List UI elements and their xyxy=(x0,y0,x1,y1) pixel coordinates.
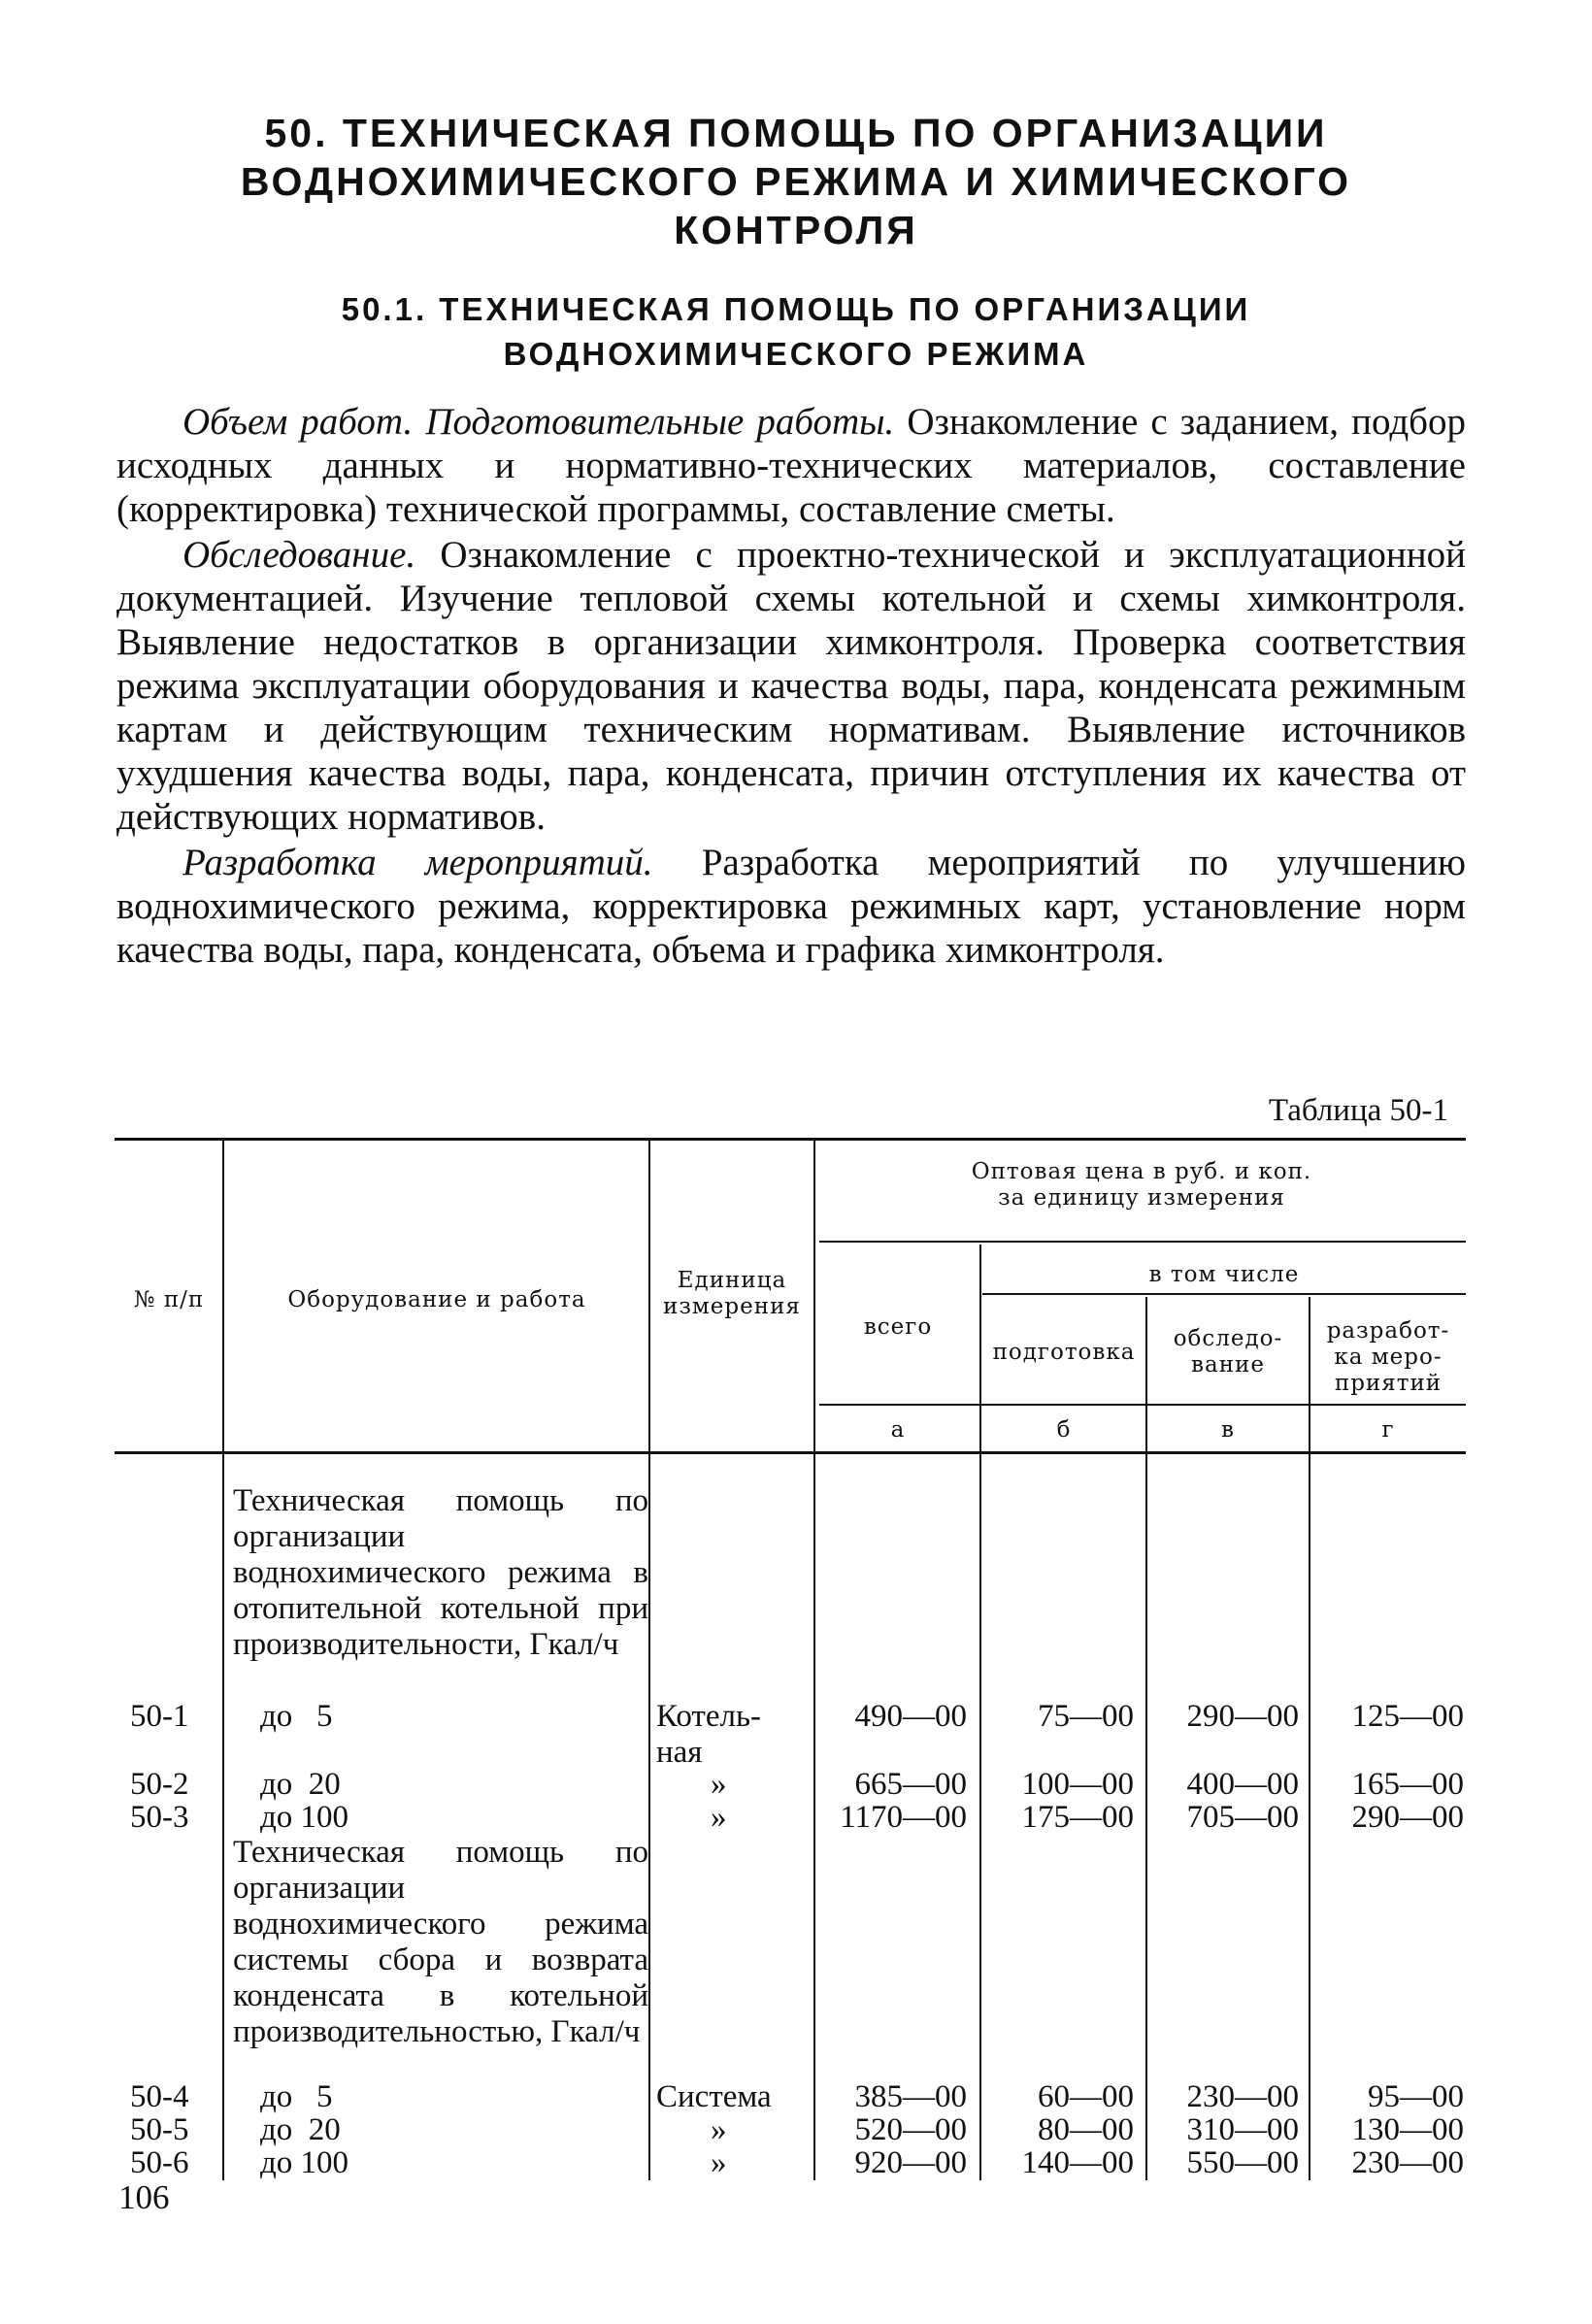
subsection-heading-line: 50.1. ТЕХНИЧЕСКАЯ ПОМОЩЬ ПО ОРГАНИЗАЦИИ xyxy=(341,291,1251,327)
header-total: всего xyxy=(863,1314,933,1340)
row-development: 125—00 xyxy=(1351,1699,1464,1734)
section-heading-line: 50. ТЕХНИЧЕСКАЯ ПОМОЩЬ ПО ОРГАНИЗАЦИИ xyxy=(264,111,1328,155)
table-caption: Таблица 50-1 xyxy=(1268,1093,1448,1128)
row-prep: 175—00 xyxy=(1021,1800,1134,1835)
row-prep: 80—00 xyxy=(1038,2112,1134,2147)
row-development: 95—00 xyxy=(1368,2079,1464,2114)
section-heading-line: КОНТРОЛЯ xyxy=(674,208,918,252)
row-unit xyxy=(656,1699,761,1771)
row-prep: 60—00 xyxy=(1038,2079,1134,2114)
row-survey: 230—00 xyxy=(1186,2079,1299,2114)
row-survey: 310—00 xyxy=(1186,2112,1299,2147)
row-unit: » xyxy=(711,1800,727,1835)
column-divider xyxy=(979,1245,981,2180)
row-survey: 290—00 xyxy=(1186,1699,1299,1734)
header-bottom-rule xyxy=(115,1451,1466,1454)
row-unit: » xyxy=(711,2145,727,2180)
header-unit-line: Единица xyxy=(677,1268,787,1293)
header-survey-line: вание xyxy=(1191,1352,1265,1378)
group-description: Техническая помощь по организации воднохимического режима системы сбора и возврата конденсата в котельной производительностью, Гкал/ч xyxy=(233,1835,648,2049)
row-unit: Система xyxy=(656,2079,772,2114)
header-development-line: разработ- xyxy=(1326,1318,1450,1344)
header-price xyxy=(817,1159,1466,1212)
subsection-heading-line: ВОДНОХИМИЧЕСКОГО РЕЖИМА xyxy=(503,336,1089,372)
row-capacity: до 20 xyxy=(260,1767,341,1802)
section-heading xyxy=(116,109,1476,254)
paragraph-measures xyxy=(116,841,1466,972)
paragraph-text: Разработка мероприятий по улучшению воднохимического режима, корректировка режимных карт, установление норм качества воды, пара, конденсата, объема и графика химконтроля. xyxy=(116,842,1466,971)
header-development-line: приятий xyxy=(1334,1371,1443,1396)
row-capacity: до 5 xyxy=(260,1699,333,1734)
row-prep: 100—00 xyxy=(1021,1767,1134,1802)
row-number: 50-1 xyxy=(130,1699,189,1734)
header-development-line: ка меро- xyxy=(1334,1345,1443,1370)
group-description: Техническая помощь по организации воднохимического режима в отопительной котельной при производительности, Гкал/ч xyxy=(233,1483,648,1662)
row-total: 490—00 xyxy=(854,1699,967,1734)
row-total: 520—00 xyxy=(854,2112,967,2147)
subheader-rule xyxy=(819,1404,1466,1406)
paragraph-lead: Разработка мероприятий. xyxy=(182,842,653,883)
row-development: 130—00 xyxy=(1351,2112,1464,2147)
header-num: № п/п xyxy=(133,1287,205,1312)
header-col-g: г xyxy=(1381,1417,1395,1443)
row-capacity: до 100 xyxy=(260,2145,349,2180)
header-col-v: в xyxy=(1221,1417,1235,1443)
row-number: 50-6 xyxy=(130,2145,189,2180)
row-unit-line: Котель- xyxy=(656,1699,762,1734)
section-heading-line: ВОДНОХИМИЧЕСКОГО РЕЖИМА И ХИМИЧЕСКОГО xyxy=(240,159,1352,204)
row-number: 50-2 xyxy=(130,1767,189,1802)
header-prep: подготовка xyxy=(992,1340,1136,1365)
row-total: 665—00 xyxy=(854,1767,967,1802)
paragraph-scope xyxy=(116,400,1466,531)
row-development: 290—00 xyxy=(1351,1800,1464,1835)
row-number: 50-4 xyxy=(130,2079,189,2114)
price-header-rule xyxy=(819,1241,1466,1243)
body-text xyxy=(116,400,1466,972)
paragraph-lead: Объем работ. Подготовительные работы. xyxy=(182,401,895,443)
row-capacity: до 20 xyxy=(260,2112,341,2147)
header-price-line: Оптовая цена в руб. и коп. xyxy=(971,1159,1312,1184)
incl-header-rule xyxy=(982,1293,1466,1295)
table-top-rule xyxy=(115,1138,1466,1141)
row-survey: 550—00 xyxy=(1186,2145,1299,2180)
row-capacity: до 100 xyxy=(260,1800,349,1835)
header-price-line: за единицу измерения xyxy=(998,1185,1285,1211)
header-unit xyxy=(650,1268,813,1320)
row-prep: 75—00 xyxy=(1038,1699,1134,1734)
row-development: 165—00 xyxy=(1351,1767,1464,1802)
row-unit-line: ная xyxy=(656,1735,703,1770)
row-survey: 705—00 xyxy=(1186,1800,1299,1835)
column-divider xyxy=(813,1140,815,2180)
row-capacity: до 5 xyxy=(260,2079,333,2114)
row-unit: » xyxy=(711,2112,727,2147)
row-unit: » xyxy=(711,1767,727,1802)
row-survey: 400—00 xyxy=(1186,1767,1299,1802)
column-divider xyxy=(222,1140,224,2180)
subsection-heading xyxy=(116,287,1476,377)
header-survey-line: обследо- xyxy=(1173,1326,1283,1351)
paragraph-lead: Обследование. xyxy=(182,534,416,576)
header-col-b: б xyxy=(1056,1417,1072,1443)
row-development: 230—00 xyxy=(1351,2145,1464,2180)
header-equipment: Оборудование и работа xyxy=(287,1287,586,1312)
row-total: 385—00 xyxy=(854,2079,967,2114)
paragraph-text: Ознакомление с заданием, подбор исходных данных и нормативно-технических материалов, составление (корректировка) технической программы, составление сметы. xyxy=(116,401,1467,530)
row-total: 920—00 xyxy=(854,2145,967,2180)
paragraph-text: Ознакомление с проектно-технической и эксплуатационной документацией. Изучение тепловой схемы котельной и схемы химконтроля. Выявление недостатков в организации химконтроля. Проверка соответствия режима эксплуатации оборудования и качества воды, пара, конденсата режимным картам и действующим техническим нормативам. Выявление источников ухудшения качества воды, пара, конденсата, причин отступления их качества от действующих нормативов. xyxy=(116,534,1466,838)
header-survey xyxy=(1147,1326,1309,1378)
header-unit-line: измерения xyxy=(663,1294,801,1319)
header-development xyxy=(1310,1318,1466,1397)
row-prep: 140—00 xyxy=(1021,2145,1134,2180)
row-number: 50-3 xyxy=(130,1800,189,1835)
header-col-a: а xyxy=(890,1417,906,1443)
row-number: 50-5 xyxy=(130,2112,189,2147)
page-number: 106 xyxy=(118,2178,170,2216)
paragraph-survey xyxy=(116,533,1466,839)
header-including: в том числе xyxy=(1148,1262,1300,1287)
row-total: 1170—00 xyxy=(840,1800,967,1835)
